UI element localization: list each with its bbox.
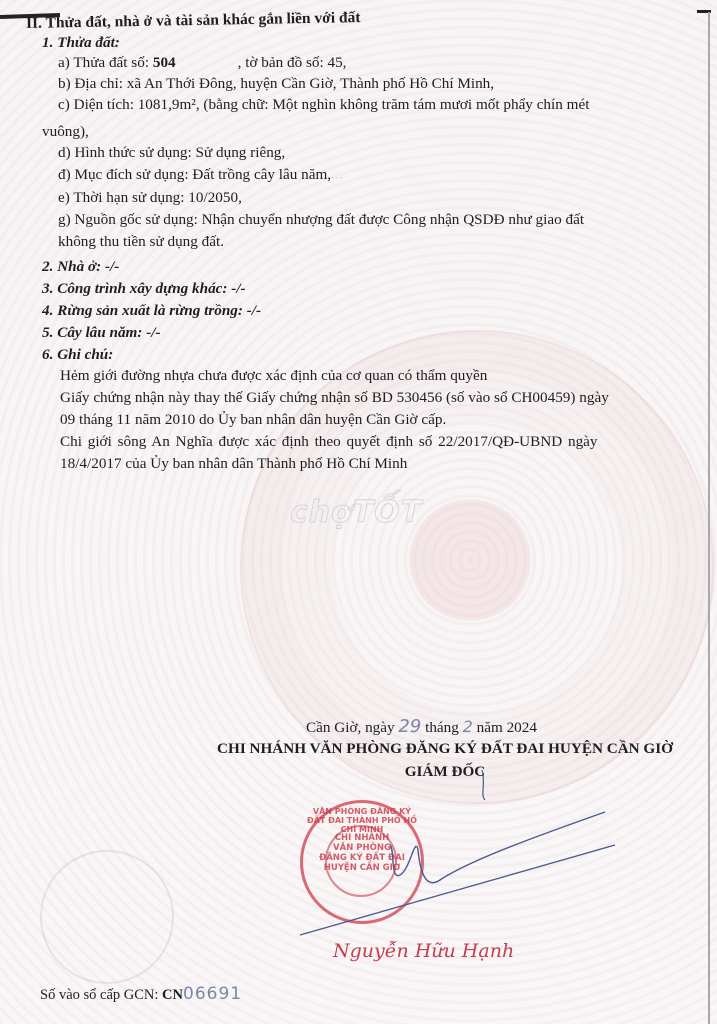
place-date-prefix: Cần Giờ, ngày: [306, 719, 399, 736]
stamp-line-2: VĂN PHÒNG: [333, 843, 391, 853]
item1-title: 1. Thửa đất:: [42, 34, 120, 51]
stamp-line-3: ĐĂNG KÝ ĐẤT ĐAI: [319, 853, 405, 863]
faint-background-text: ···: [330, 170, 343, 185]
registry-number-handwritten: 06691: [183, 984, 243, 1004]
year-text: năm 2024: [472, 719, 537, 736]
chotot-watermark: chợTỐT: [290, 495, 423, 530]
usage-purpose-line: đ) Mục đích sử dụng: Đất trồng cây lâu năm,: [58, 166, 332, 183]
area-line-1: c) Diện tích: 1081,9m², (bằng chữ: Một nghìn không trăm tám mươi mốt phẩy chín mét: [58, 96, 590, 113]
area-line-2: vuông),: [42, 123, 89, 140]
parcel-number-value: 504: [152, 54, 176, 71]
item2-house: 2. Nhà ở: -/-: [42, 258, 120, 275]
usage-term-line: e) Thời hạn sử dụng: 10/2050,: [58, 189, 242, 206]
section-title: II. Thửa đất, nhà ở và tài sản khác gắn liền với đất: [25, 9, 361, 32]
month-prefix: tháng: [421, 719, 463, 736]
address-line: b) Địa chỉ: xã An Thới Đông, huyện Cần Giờ, Thành phố Hồ Chí Minh,: [58, 75, 495, 92]
director-title: GIÁM ĐỐC: [404, 763, 486, 780]
stamp-line-1: CHI NHÁNH: [334, 833, 390, 843]
note-3-line-2: 18/4/2017 của Ủy ban nhân dân Thành phố Hồ Chí Minh: [60, 455, 408, 472]
registry-prefix: CN: [162, 987, 183, 1003]
note-1: Hẻm giới đường nhựa chưa được xác định của cơ quan có thẩm quyền: [60, 367, 488, 384]
origin-line-1: g) Nguồn gốc sử dụng: Nhận chuyển nhượng đất được Công nhận QSDĐ như giao đất: [58, 211, 585, 228]
map-sheet-number: , tờ bản đồ số: 45,: [237, 54, 347, 71]
handwritten-day: 29: [398, 716, 422, 737]
registry-label: Số vào sổ cấp GCN:: [40, 987, 163, 1003]
parcel-number-label: a) Thửa đất số:: [58, 54, 153, 71]
item6-notes-title: 6. Ghi chú:: [42, 346, 114, 363]
usage-form-line: d) Hình thức sử dụng: Sử dụng riêng,: [58, 144, 286, 161]
signer-name: Nguyễn Hữu Hạnh: [333, 940, 515, 962]
handwritten-month: 2: [462, 717, 473, 736]
note-3-line-1: Chi giới sông An Nghĩa được xác định theo quyết định số 22/2017/QĐ-UBND ngày: [60, 433, 598, 450]
stamp-ring-text: VĂN PHÒNG ĐĂNG KÝ ĐẤT ĐAI THÀNH PHỐ HỒ CHÍ MINH: [307, 807, 417, 834]
note-2-line-2: 09 tháng 11 năm 2010 do Ủy ban nhân dân huyện Cần Giờ cấp.: [60, 411, 447, 428]
item5-perennial-trees: 5. Cây lâu năm: -/-: [42, 324, 161, 341]
item3-other-construction: 3. Công trình xây dựng khác: -/-: [42, 280, 246, 297]
registry-number-line: [40, 985, 242, 1004]
note-2-line-1: Giấy chứng nhận này thay thế Giấy chứng nhận số BD 530456 (số vào sổ CH00459) ngày: [60, 389, 609, 406]
stamp-line-4: HUYỆN CẦN GIỜ: [323, 863, 401, 873]
agency-name: CHI NHÁNH VĂN PHÒNG ĐĂNG KÝ ĐẤT ĐAI HUYỆN CẦN GIỜ: [217, 740, 673, 757]
item4-production-forest: 4. Rừng sản xuất là rừng trồng: -/-: [42, 302, 262, 319]
origin-line-2: không thu tiền sử dụng đất.: [58, 233, 225, 250]
